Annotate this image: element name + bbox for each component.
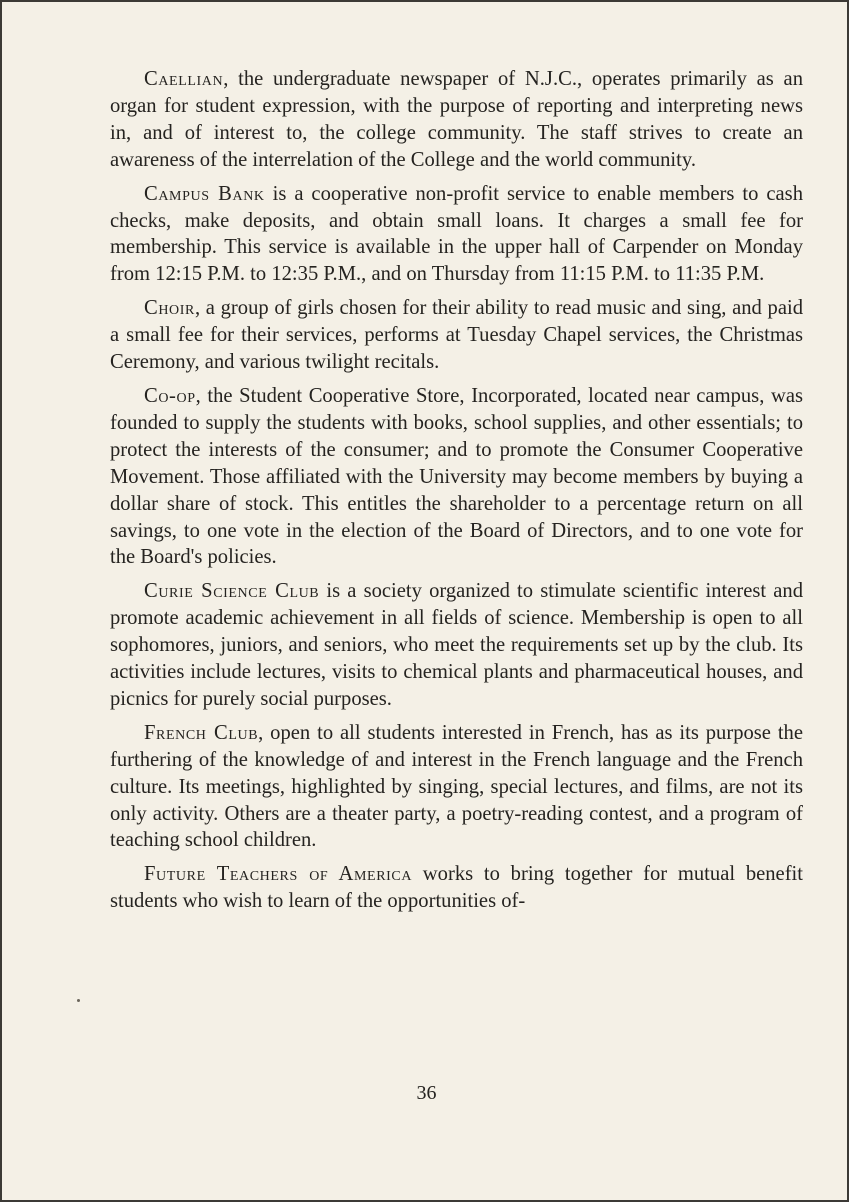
entry-caellian: [110, 66, 803, 174]
entry-name: Caellian: [144, 68, 224, 90]
entry-text: is a society organized to stimulate scientific interest and promote academic achievement in all fields of science. Membership is open to all sophomores, juniors, and seniors, who meet the requirements set up by the club. Its activities include lectures, visits to chemical plants and pharmaceutical houses, and picnics for purely social purposes.: [110, 580, 803, 710]
entry-text: , the undergraduate newspaper of N.J.C., operates primarily as an organ for student expression, with the purpose of reporting and interpreting news in, and of interest to, the college community. The staff strives to create an awareness of the interrelation of the College and the world community.: [110, 68, 803, 171]
entry-name: Choir: [144, 297, 195, 320]
entry-french-club: [110, 720, 803, 855]
entry-future-teachers-of-america: [110, 861, 803, 915]
page-number: 36: [416, 1082, 437, 1104]
entry-curie-science-club: [110, 578, 803, 713]
entry-text: , a group of girls chosen for their ability to read music and sing, and paid a small fee for their services, performs at Tuesday Chapel services, the Christmas Ceremony, and various twilight recitals.: [110, 297, 803, 374]
entry-text: , the Student Cooperative Store, Incorporated, located near campus, was founded to supply the students with books, school supplies, and other essentials; to protect the interests of the consumer; and to promote the Consumer Cooperative Movement. Those affiliated with the University may become members by buying a dollar share of stock. This entitles the shareholder to a percentage return on all savings, to one vote in the election of the Board of Directors, and to one vote for the Board's policies.: [110, 384, 803, 569]
entry-text: , open to all students interested in French, has as its purpose the furthering of the knowledge of and interest in the French language and the French culture. Its meetings, highlighted by singing, special lectures, and films, are not its only activity. Others are a theater party, a poetry-reading contest, and a program of teaching school children.: [110, 721, 803, 852]
entry-text: is a cooperative non-profit service to enable members to cash checks, make deposits, and obtain small loans. It charges a small fee for membership. This service is available in the upper hall of Carpender on Monday from 12:15 P.M. to 12:35 P.M., and on Thursday from 11:15 P.M. to 11:35 P.M.: [110, 182, 803, 286]
entry-name: Campus Bank: [144, 182, 265, 205]
entry-choir: [110, 295, 803, 376]
entry-name: Co-op: [144, 384, 196, 407]
ink-speck: [77, 999, 80, 1002]
entry-text: works to bring together for mutual benefit students who wish to learn of the opportunities of-: [110, 863, 803, 913]
entry-campus-bank: [110, 181, 803, 289]
entry-co-op: [110, 383, 803, 571]
entry-name: French Club: [144, 721, 259, 744]
entry-name: Curie Science Club: [144, 580, 320, 603]
entry-name: Future Teachers of America: [144, 863, 413, 886]
page-body: [110, 66, 803, 922]
